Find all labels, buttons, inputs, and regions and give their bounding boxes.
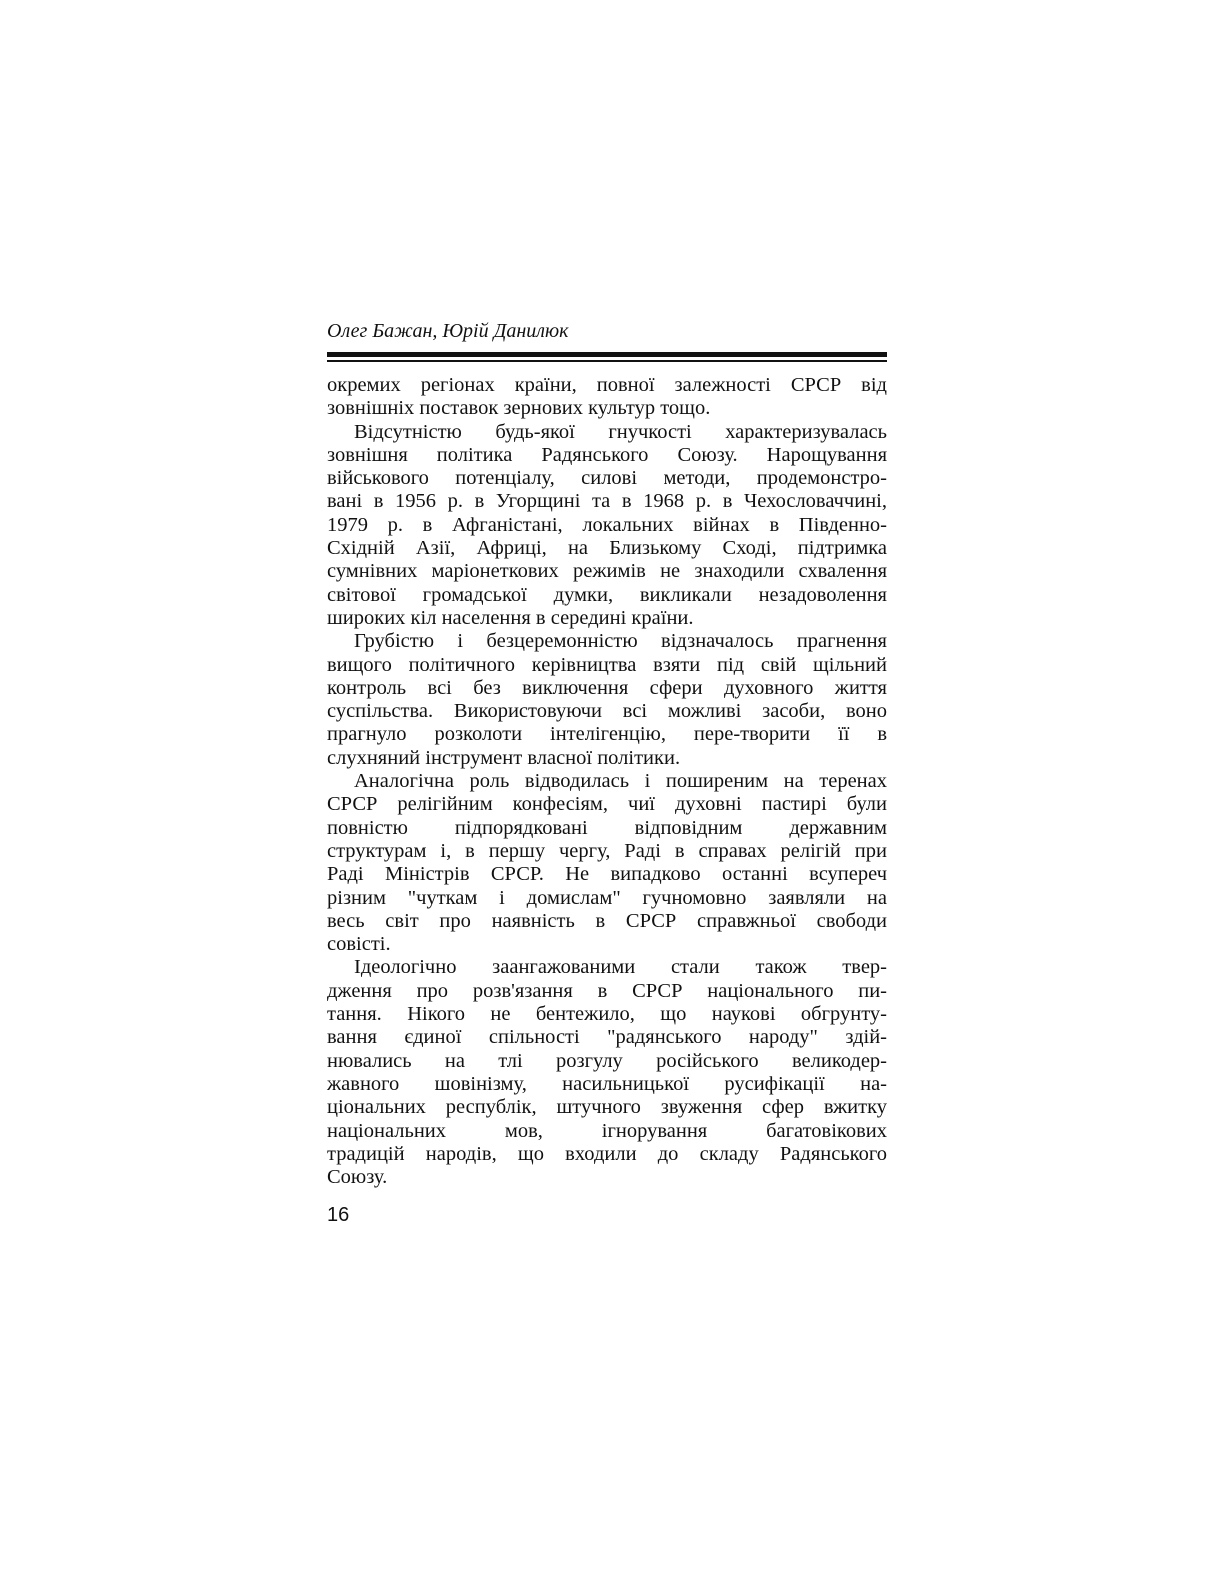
text-line: дження про розв'язання в СРСР національного пи- [327,979,887,1002]
text-line: вані в 1956 р. в Угорщині та в 1968 р. в Чехословаччині, [327,490,887,513]
text-line: Східній Азії, Африці, на Близькому Сході, підтримка [327,537,887,560]
page-number: 16 [327,1204,350,1227]
text-line: тання. Нікого не бентежило, що наукові обгрунту- [327,1003,887,1026]
text-line: нювались на тлі розгулу російського великодер- [327,1049,887,1072]
text-line: Відсутністю будь-якої гнучкості характеризувалась [354,420,887,443]
book-page [327,318,887,1227]
text-line: СРСР релігійним конфесіям, чиї духовні пастирі були [327,793,887,816]
text-line: військового потенціалу, силові методи, продемонстро- [327,467,887,490]
text-line: традицій народів, що входили до складу Радянського [327,1142,887,1165]
text-line: широких кіл населення в середині країни. [327,606,694,629]
text-line: сумнівних маріонеткових режимів не знаходили схвалення [327,560,887,583]
text-line: Союзу. [327,1166,388,1189]
body-text [327,374,887,1189]
header-rule-thin [327,360,887,362]
text-line: Грубістю і безцеремонністю відзначалось прагнення [354,630,887,653]
text-line: вання єдиної спільності "радянського народу" здій- [327,1026,887,1049]
text-line: совісті. [327,933,391,956]
text-line: зовнішніх поставок зернових культур тощо. [327,397,711,420]
text-line: суспільства. Використовуючи всі можливі засоби, воно [327,700,887,723]
text-line: окремих регіонах країни, повної залежності СРСР від [327,374,887,396]
text-line: Раді Міністрів СРСР. Не випадково останні всупереч [327,863,887,886]
text-line: контроль всі без виключення сфери духовного життя [327,676,887,699]
text-line: слухняний інструмент власної політики. [327,746,681,769]
text-line: прагнуло розколоти інтелігенцію, пере-творити її в [327,723,887,746]
text-line: 1979 р. в Афганістані, локальних війнах в Південно- [327,513,887,536]
text-line: повністю підпорядковані відповідним державним [327,816,887,839]
text-line: структурам і, в першу чергу, Раді в справах релігій при [327,839,887,862]
text-line: Ідеологічно заангажованими стали також твер- [354,956,887,979]
text-line: весь світ про наявність в СРСР справжньої свободи [327,909,887,932]
running-header: Олег Бажан, Юрій Данилюк [327,320,569,342]
text-line: світової громадської думки, викликали незадоволення [327,583,887,606]
header-rule-thick [327,352,887,357]
text-line: Аналогічна роль відводилась і поширеним на теренах [354,770,887,793]
text-line: вищого політичного керівництва взяти під свій щільний [327,653,887,676]
text-line: зовнішня політика Радянського Союзу. Нарощування [327,443,887,466]
text-line: ціональних республік, штучного звуження сфер вжитку [327,1096,887,1119]
text-line: різним "чуткам і домислам" гучномовно заявляли на [327,886,887,909]
text-line: жавного шовінізму, насильницької русифікації на- [327,1072,887,1095]
text-line: національних мов, ігнорування багатовікових [327,1119,887,1142]
